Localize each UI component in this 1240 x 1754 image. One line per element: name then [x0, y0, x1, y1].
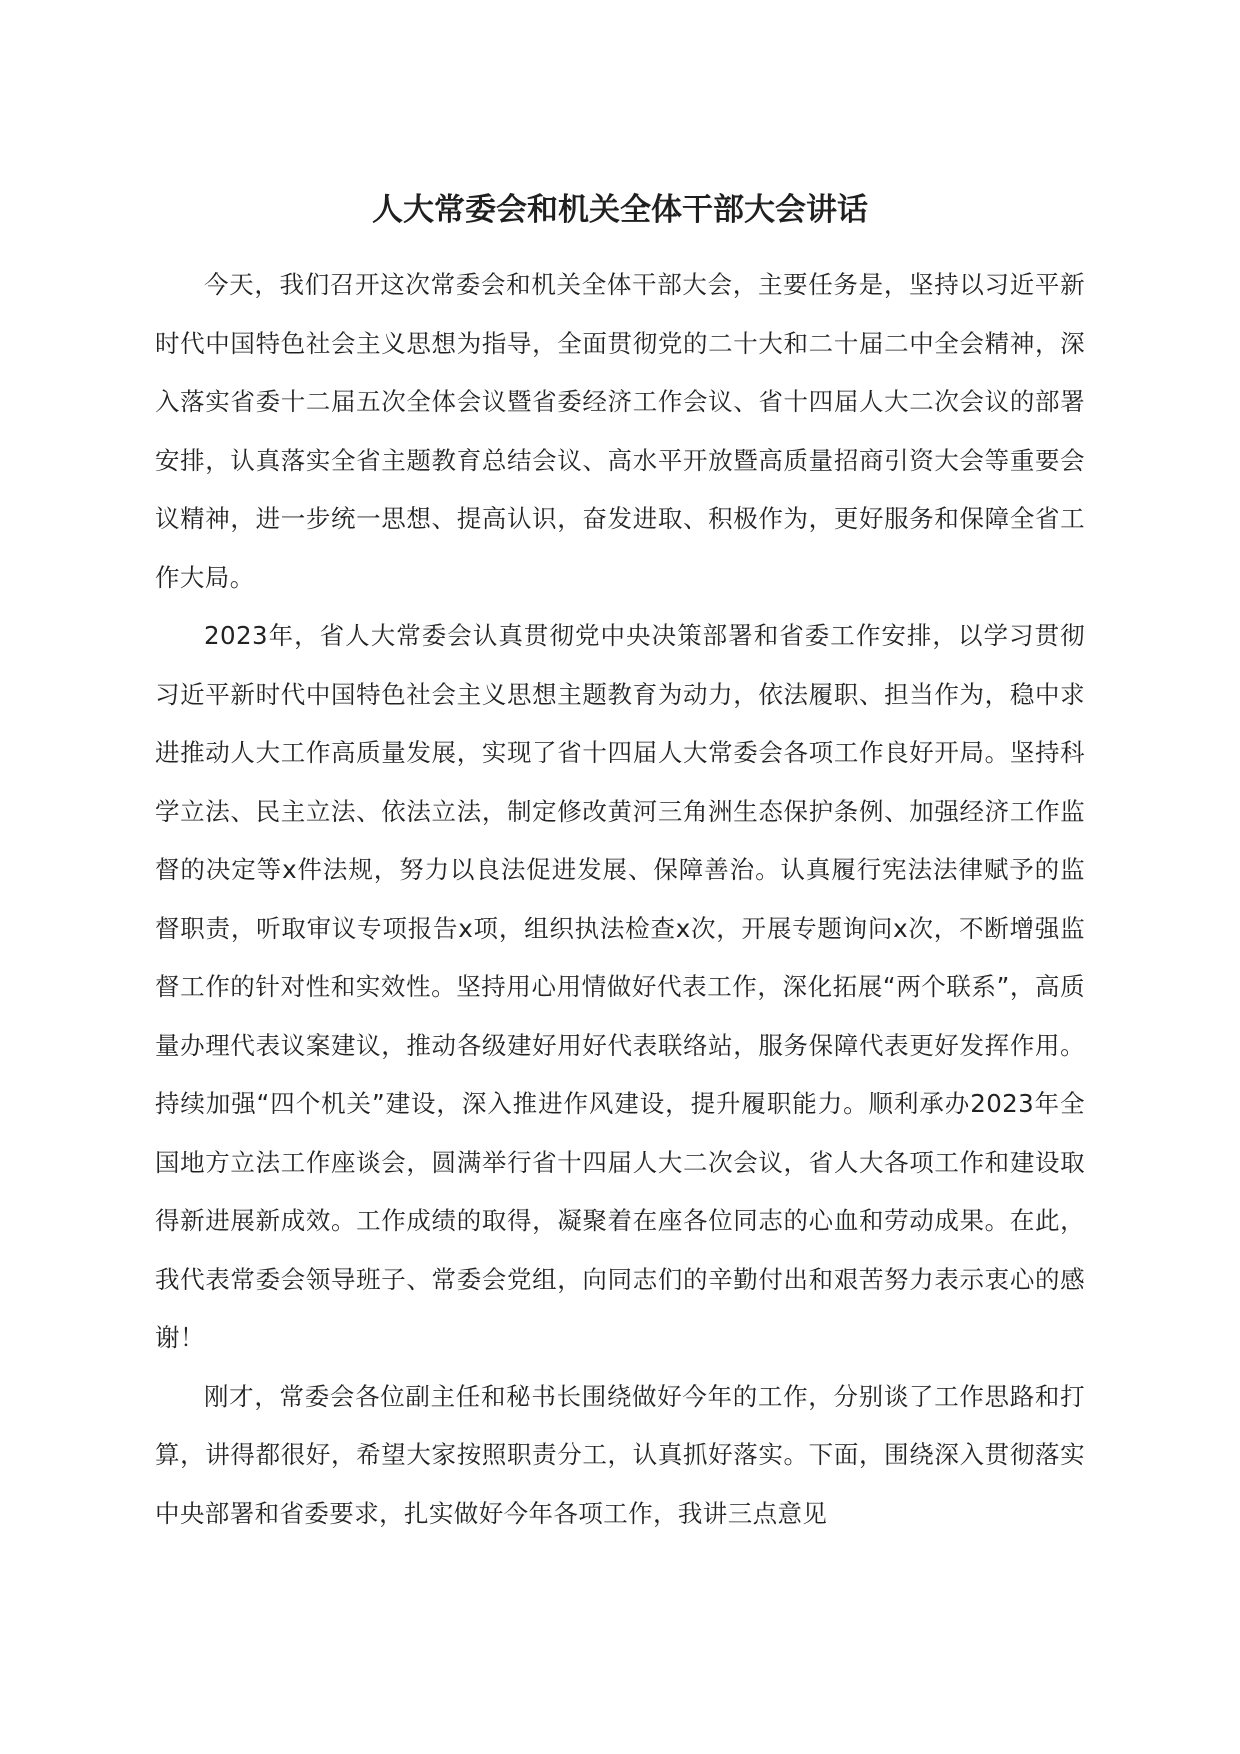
document-title: 人大常委会和机关全体干部大会讲话 — [372, 192, 868, 228]
document-body — [155, 256, 1085, 1543]
paragraph-opening: 今天，我们召开这次常委会和机关全体干部大会，主要任务是，坚持以习近平新时代中国特色社会主义思想为指导，全面贯彻党的二十大和二十届二中全会精神，深入落实省委十二届五次全体会议暨省委经济工作会议、省十四届人大二次会议的部署安排，认真落实全省主题教育总结会议、高水平开放暨高质量招商引资大会等重要会议精神，进一步统一思想、提高认识，奋发进取、积极作为，更好服务和保障全省工作大局。 — [155, 270, 1085, 592]
paragraph-transition: 刚才，常委会各位副主任和秘书长围绕做好今年的工作，分别谈了工作思路和打算，讲得都很好，希望大家按照职责分工，认真抓好落实。下面，围绕深入贯彻落实中央部署和省委要求，扎实做好今年各项工作，我讲三点意见 — [155, 1381, 1085, 1528]
paragraph-2023-review: 2023年，省人大常委会认真贯彻党中央决策部署和省委工作安排，以学习贯彻习近平新时代中国特色社会主义思想主题教育为动力，依法履职、担当作为，稳中求进推动人大工作高质量发展，实现了省十四届人大常委会各项工作良好开局。坚持科学立法、民主立法、依法立法，制定修改黄河三角洲生态保护条例、加强经济工作监督的决定等x件法规，努力以良法促进发展、保障善治。认真履行宪法法律赋予的监督职责，听取审议专项报告x项，组织执法检查x次，开展专题询问x次，不断增强监督工作的针对性和实效性。坚持用心用情做好代表工作，深化拓展“两个联系”，高质量办理代表议案建议，推动各级建好用好代表联络站，服务保障代表更好发挥作用。持续加强“四个机关”建设，深入推进作风建设，提升履职能力。顺利承办2023年全国地方立法工作座谈会，圆满举行省十四届人大二次会议，省人大各项工作和建设取得新进展新成效。工作成绩的取得，凝聚着在座各位同志的心血和劳动成果。在此，我代表常委会领导班子、常委会党组，向同志们的辛勤付出和艰苦努力表示衷心的感谢！ — [155, 621, 1085, 1352]
